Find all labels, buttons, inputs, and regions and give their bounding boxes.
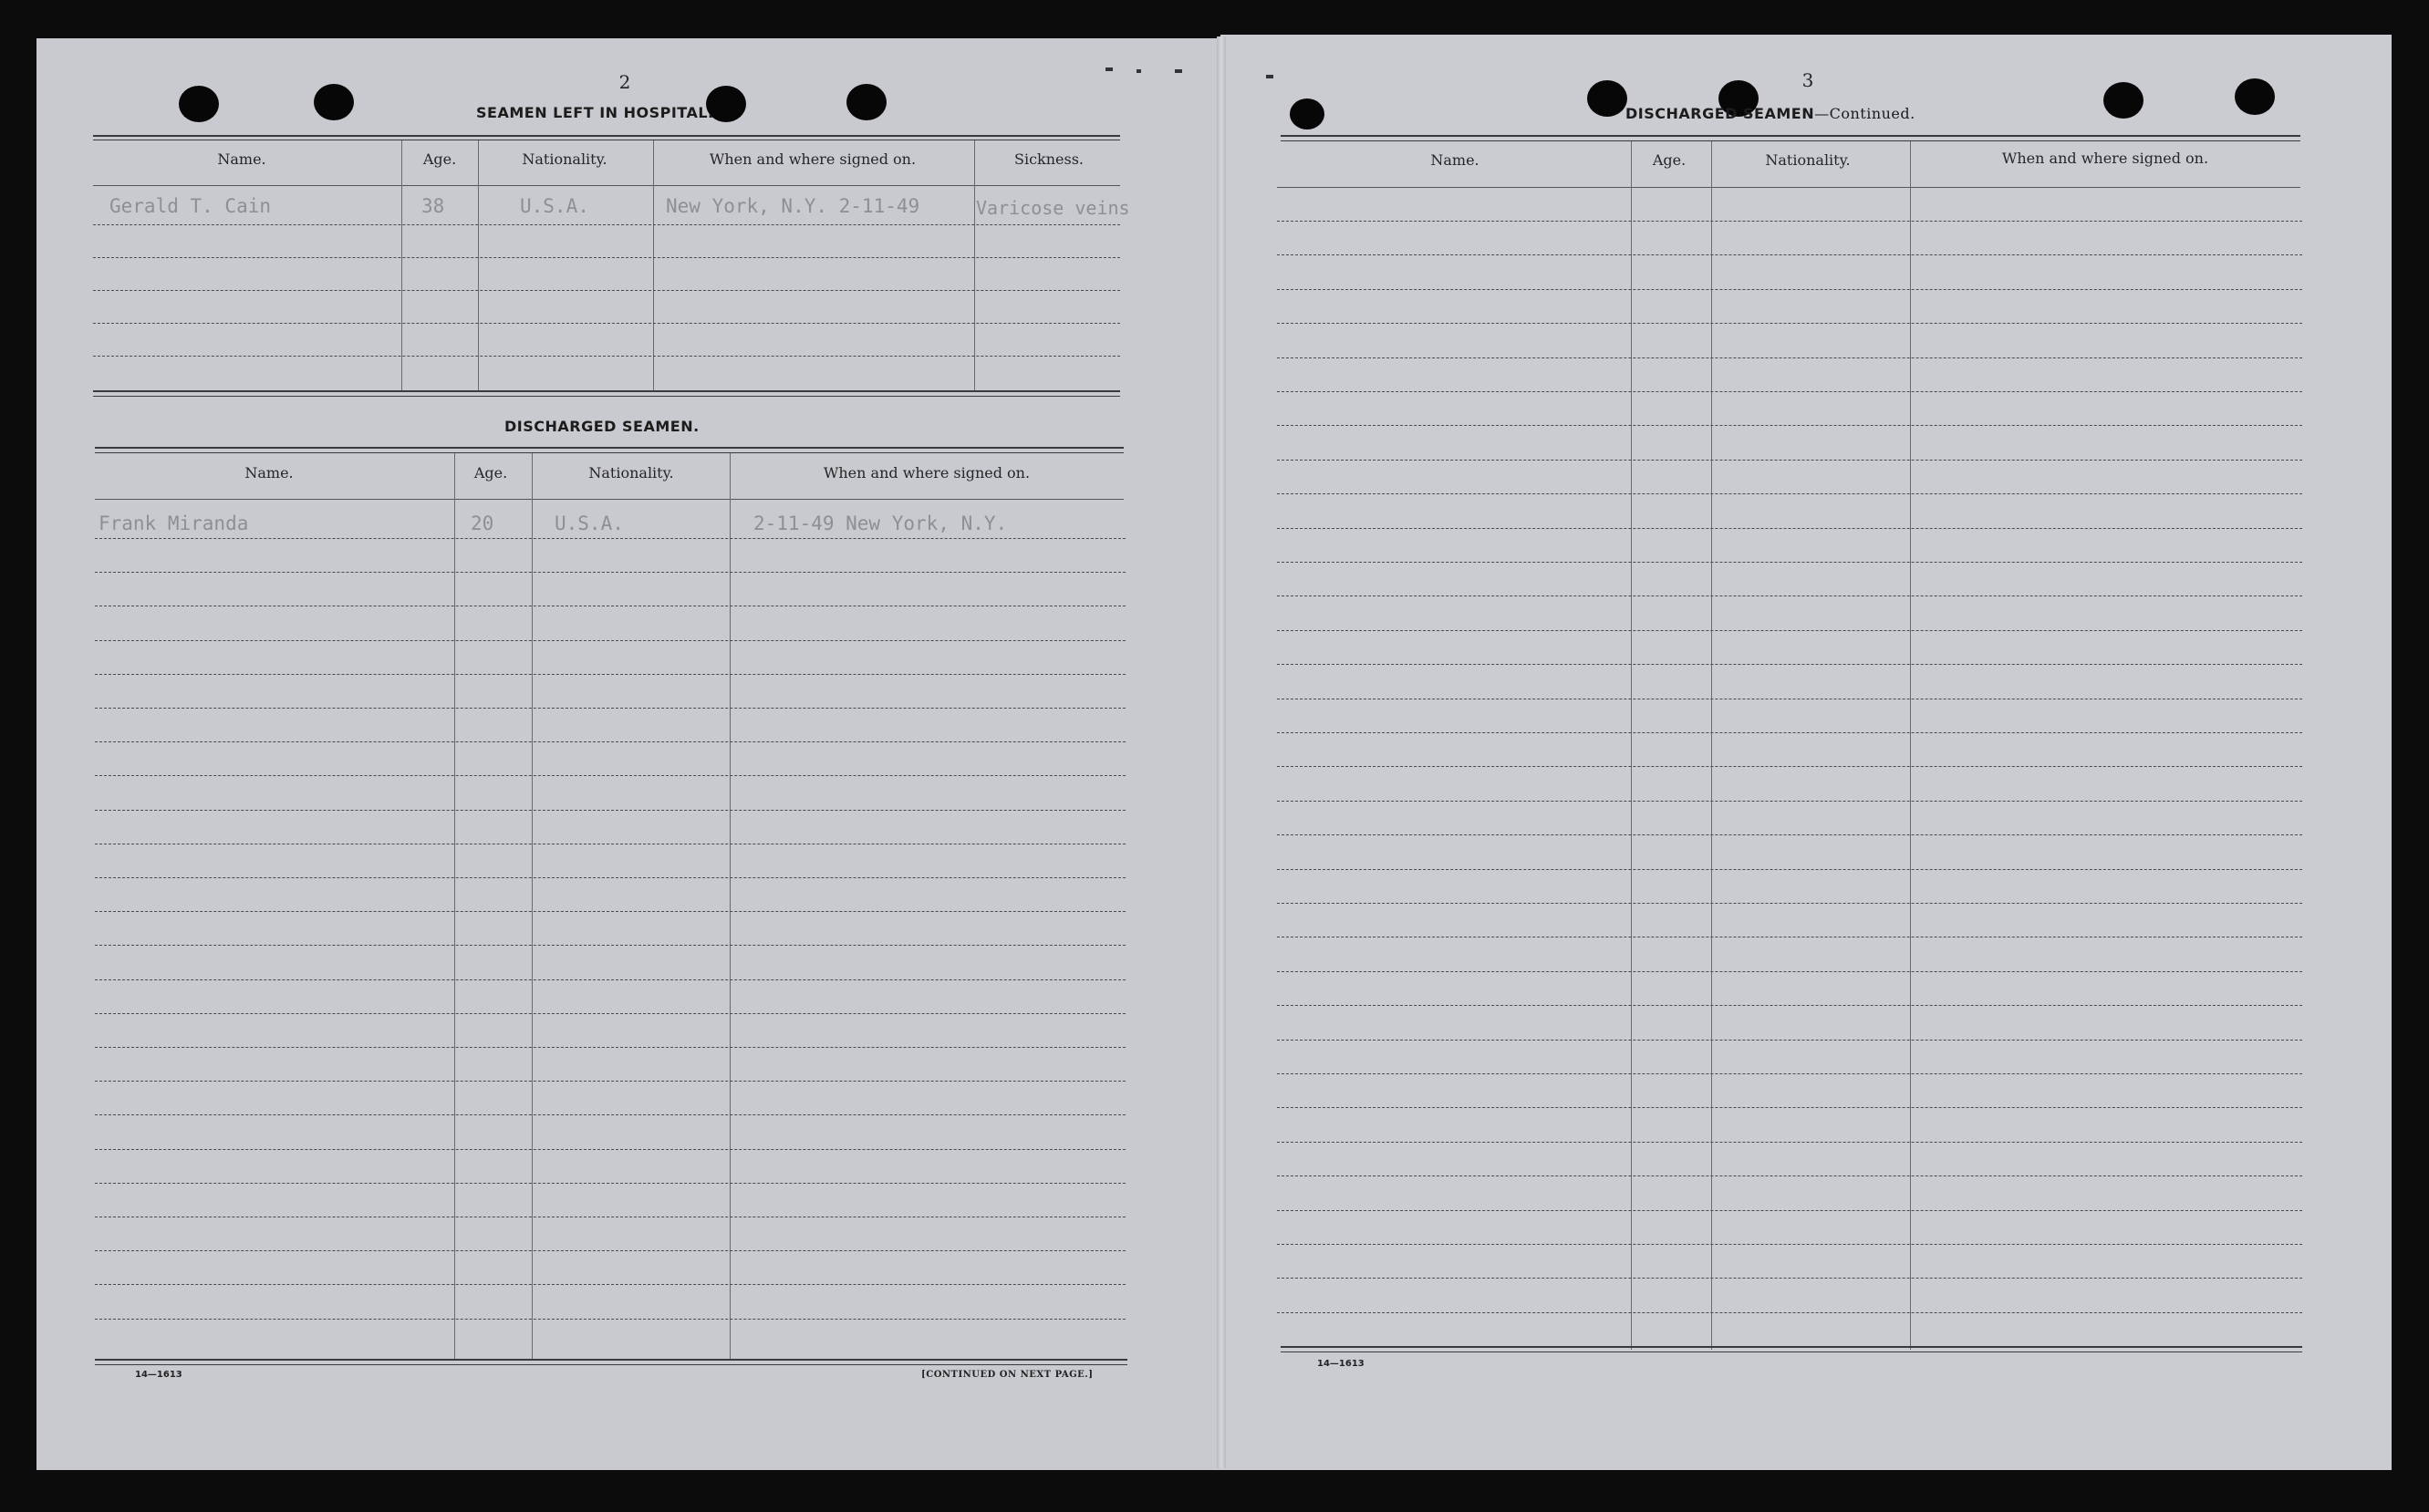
ruling-line	[1277, 1210, 2302, 1211]
ruling-line	[1277, 971, 2302, 972]
ruling-line	[95, 640, 1126, 641]
form-code-right: 14—1613	[1317, 1359, 1365, 1369]
hospital-col-age: Age.	[422, 150, 457, 168]
ruling-line	[95, 1047, 1126, 1048]
ruling-line	[95, 572, 1126, 573]
discharged-col-age: Age.	[473, 464, 508, 482]
discharged-entry-signed-on: 2-11-49 New York, N.Y.	[753, 513, 1008, 534]
right-header-line	[1277, 187, 2300, 188]
hospital-top-rule	[93, 135, 1120, 137]
ruling-line	[1277, 766, 2302, 767]
right-page-sheet	[1220, 35, 2392, 1470]
right-section-title-continued: —Continued.	[1814, 105, 1915, 122]
discharged-col-divider	[454, 453, 455, 1361]
discharged-bottom-rule	[95, 1364, 1127, 1365]
hospital-row-line	[93, 257, 1120, 258]
right-section-title-main: DISCHARGED SEAMEN	[1625, 105, 1815, 122]
right-section-title	[1625, 105, 1915, 122]
discharged-entry-age: 20	[471, 513, 494, 534]
ruling-line	[95, 945, 1126, 946]
hospital-col-divider	[974, 140, 975, 391]
ruling-line	[1277, 801, 2302, 802]
discharged-top-rule	[95, 447, 1124, 449]
hospital-col-divider	[478, 140, 479, 391]
ruling-line	[1277, 732, 2302, 733]
ruling-line	[95, 1250, 1126, 1251]
punch-hole	[1290, 98, 1324, 129]
ruling-line	[1277, 289, 2302, 290]
ruling-line	[1277, 1142, 2302, 1143]
ruling-line	[1277, 1244, 2302, 1245]
hospital-entry-signed-on: New York, N.Y. 2-11-49	[666, 195, 920, 217]
ruling-line	[95, 810, 1126, 811]
ruling-line	[95, 877, 1126, 878]
ruling-line	[95, 775, 1126, 776]
ruling-line	[95, 674, 1126, 675]
ruling-line	[1277, 834, 2302, 835]
ruling-line	[1277, 254, 2302, 255]
ruling-line	[1277, 221, 2302, 222]
hospital-col-sickness: Sickness.	[1013, 150, 1084, 168]
discharged-entry-name: Frank Miranda	[99, 513, 249, 534]
ruling-line	[95, 979, 1126, 980]
ruling-line	[95, 1013, 1126, 1014]
ruling-line	[95, 1081, 1126, 1082]
ruling-line	[1277, 528, 2302, 529]
hospital-col-signed-on: When and where signed on.	[709, 150, 917, 168]
hospital-bottom-rule	[93, 396, 1120, 397]
ruling-line	[1277, 1175, 2302, 1176]
page-fold	[1217, 36, 1226, 1468]
right-top-rule	[1281, 135, 2300, 137]
punch-hole	[314, 84, 354, 120]
ruling-line	[95, 741, 1126, 742]
ruling-line	[1277, 1073, 2302, 1074]
punch-hole	[1587, 80, 1627, 117]
ruling-line	[1277, 323, 2302, 324]
ruling-line	[95, 1149, 1126, 1150]
hospital-section-title: SEAMEN LEFT IN HOSPITAL.	[476, 104, 714, 121]
right-col-nationality: Nationality.	[1765, 151, 1851, 169]
right-bottom-rule	[1281, 1346, 2302, 1348]
hospital-row-line	[93, 323, 1120, 324]
right-top-rule	[1281, 140, 2300, 141]
discharged-top-rule	[95, 452, 1124, 453]
ruling-line	[1277, 562, 2302, 563]
scan-speck	[1175, 69, 1182, 73]
scan-speck	[1137, 69, 1141, 73]
punch-hole	[846, 84, 887, 120]
ruling-line	[95, 1319, 1126, 1320]
right-col-name: Name.	[1430, 151, 1479, 169]
discharged-header-line	[95, 499, 1124, 500]
discharged-col-divider	[532, 453, 533, 1361]
scan-speck	[1266, 75, 1273, 78]
ruling-line	[95, 1284, 1126, 1285]
discharged-col-nationality: Nationality.	[588, 464, 674, 482]
hospital-col-name: Name.	[217, 150, 266, 168]
right-col-signed-on: When and where signed on.	[2001, 150, 2209, 167]
punch-hole	[2103, 82, 2144, 119]
ruling-line	[1277, 460, 2302, 461]
ruling-line	[95, 538, 1126, 539]
hospital-col-divider	[401, 140, 402, 391]
right-bottom-rule	[1281, 1351, 2302, 1352]
discharged-col-signed-on: When and where signed on.	[823, 464, 1031, 482]
ruling-line	[1277, 869, 2302, 870]
ruling-line	[1277, 493, 2302, 494]
ruling-line	[1277, 664, 2302, 665]
ruling-line	[1277, 595, 2302, 596]
ruling-line	[1277, 903, 2302, 904]
ruling-line	[1277, 1278, 2302, 1279]
ruling-line	[95, 1183, 1126, 1184]
hospital-row-line	[93, 224, 1120, 225]
scan-speck	[1106, 67, 1113, 71]
hospital-bottom-rule	[93, 390, 1120, 392]
ruling-line	[95, 911, 1126, 912]
hospital-header-line	[93, 185, 1120, 186]
discharged-entry-nationality: U.S.A.	[555, 513, 624, 534]
hospital-entry-nationality: U.S.A.	[520, 195, 589, 217]
left-page-sheet	[36, 38, 1220, 1470]
ruling-line	[1277, 425, 2302, 426]
hospital-entry-name: Gerald T. Cain	[109, 195, 272, 217]
ruling-line	[1277, 1040, 2302, 1041]
ruling-line	[1277, 391, 2302, 392]
discharged-section-title: DISCHARGED SEAMEN.	[504, 418, 700, 435]
punch-hole	[2235, 78, 2275, 115]
hospital-row-line	[93, 290, 1120, 291]
discharged-bottom-rule	[95, 1359, 1127, 1361]
ruling-line	[1277, 630, 2302, 631]
form-code-left: 14—1613	[135, 1370, 182, 1380]
ruling-line	[1277, 357, 2302, 358]
right-col-age: Age.	[1652, 151, 1687, 169]
discharged-col-name: Name.	[244, 464, 294, 482]
hospital-col-divider	[653, 140, 654, 391]
punch-hole	[179, 86, 219, 122]
continued-note: [CONTINUED ON NEXT PAGE.]	[921, 1370, 1094, 1380]
hospital-entry-sickness: Varicose veins	[976, 197, 1130, 219]
page-number-right: 3	[1801, 69, 1814, 91]
ruling-line	[95, 708, 1126, 709]
ruling-line	[1277, 1312, 2302, 1313]
hospital-entry-age: 38	[421, 195, 445, 217]
page-number-left: 2	[618, 71, 631, 93]
ruling-line	[1277, 1005, 2302, 1006]
ruling-line	[95, 1114, 1126, 1115]
ruling-line	[1277, 1107, 2302, 1108]
hospital-col-nationality: Nationality.	[522, 150, 607, 168]
hospital-row-line	[93, 356, 1120, 357]
discharged-col-divider	[730, 453, 731, 1361]
